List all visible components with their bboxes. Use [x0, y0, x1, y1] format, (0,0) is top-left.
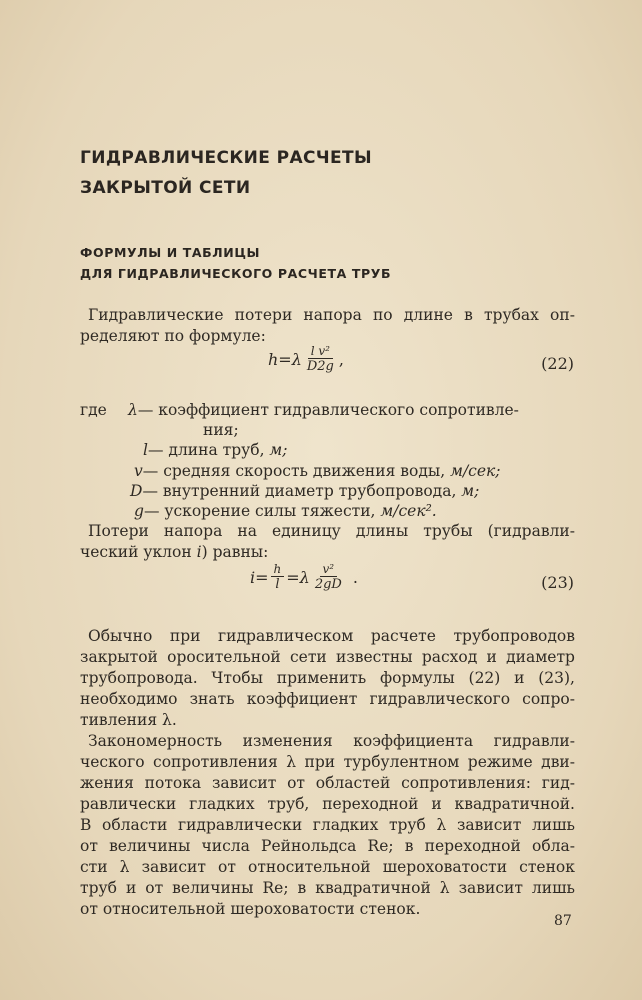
formula-23-tail: . — [352, 568, 358, 587]
formula-22-number: (22) — [541, 354, 574, 373]
paragraph-2-line: В области гидравлически гладких труб λ зависит лишь — [80, 816, 575, 834]
formula-22-fraction — [304, 344, 337, 375]
page-number: 87 — [554, 913, 572, 929]
paragraph-2-line: Закономерность изменения коэффициента гидравли- — [88, 732, 575, 750]
formula-23-denominator-1: l — [275, 577, 280, 592]
paragraph-2-line: сти λ зависит от относительной шероховатости стенок — [80, 858, 575, 876]
formula-22-lhs: h=λ — [268, 350, 302, 369]
formula-23-number: (23) — [541, 573, 574, 592]
formula-22-tail: , — [338, 350, 344, 369]
loss-intro-line-1: Потери напора на единицу длины трубы (гидравли- — [88, 522, 575, 540]
formula-23-numerator-1: h — [271, 562, 285, 577]
formula-23-fraction-1 — [271, 562, 285, 593]
paragraph-2-line: от относительной шероховатости стенок. — [80, 900, 421, 918]
paragraph-1-line: закрытой оросительной сети известны расход и диаметр — [80, 648, 575, 666]
definition-gravity: g— ускорение силы тяжести, м/сек². — [134, 502, 437, 520]
definition-length: l— длина труб, м; — [143, 441, 288, 459]
paragraph-2-line: равлически гладких труб, переходной и квадратичной. — [80, 795, 575, 813]
formula-23-fraction-2 — [312, 562, 345, 593]
paragraph-1-line: необходимо знать коэффициент гидравлического сопро- — [80, 690, 575, 708]
definition-lambda-continued: ния; — [203, 421, 239, 439]
definition-velocity: v— средняя скорость движения воды, м/сек; — [134, 462, 501, 480]
paragraph-1-line: тивления λ. — [80, 711, 177, 729]
definition-lambda: λ— коэффициент гидравлического сопротивле- — [128, 401, 519, 419]
formula-22-denominator: D2g — [306, 359, 334, 374]
formula-22 — [268, 344, 344, 375]
section-title-line-2: ДЛЯ ГИДРАВЛИЧЕСКОГО РАСЧЕТА ТРУБ — [80, 266, 392, 281]
paragraph-1-line: трубопровода. Чтобы применить формулы (22) и (23), — [80, 669, 575, 687]
formula-23-middle: =λ — [286, 568, 310, 587]
formula-22-numerator: l v² — [308, 344, 333, 359]
definition-where: где — [80, 401, 107, 419]
formula-23-lhs: i= — [250, 568, 269, 587]
paragraph-2-line: ческого сопротивления λ при турбулентном режиме дви- — [80, 753, 575, 771]
paragraph-2-line: жения потока зависит от областей сопротивления: гид- — [80, 774, 575, 792]
chapter-title-line-1: ГИДРАВЛИЧЕСКИЕ РАСЧЕТЫ — [80, 148, 373, 168]
definition-diameter: D— внутренний диаметр трубопровода, м; — [130, 482, 480, 500]
formula-23-denominator-2: 2gD — [314, 577, 342, 592]
intro-line-2: ределяют по формуле: — [80, 327, 266, 345]
paragraph-2-line: от величины числа Рейнольдса Re; в переходной обла- — [80, 837, 575, 855]
formula-23 — [250, 562, 358, 593]
paragraph-2-line: труб и от величины Re; в квадратичной λ зависит лишь — [80, 879, 575, 897]
chapter-title-line-2: ЗАКРЫТОЙ СЕТИ — [80, 178, 251, 198]
intro-line-1: Гидравлические потери напора по длине в трубах оп- — [88, 306, 575, 324]
paragraph-1-line: Обычно при гидравлическом расчете трубопроводов — [88, 627, 575, 645]
loss-intro-line-2: ческий уклон i ) равны: — [80, 543, 269, 561]
section-title-line-1: ФОРМУЛЫ И ТАБЛИЦЫ — [80, 245, 261, 260]
formula-23-numerator-2: v² — [320, 562, 338, 577]
